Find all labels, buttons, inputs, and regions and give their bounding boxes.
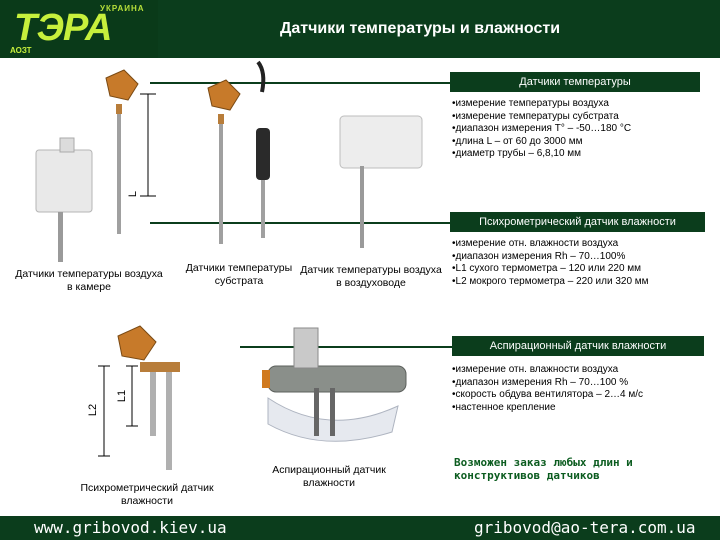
list-item: • настенное крепление: [452, 402, 714, 415]
list-item: • измерение температуры воздуха: [452, 98, 714, 111]
logo-company-type: АОЗТ: [10, 46, 32, 55]
logo-country: УКРАИНА: [100, 4, 145, 13]
caption-aspiration: Аспирационный датчик влажности: [272, 464, 386, 489]
substrate-sensor-image-2: [208, 80, 240, 244]
email-link[interactable]: gribovod@ao-tera.com.ua: [474, 518, 696, 537]
aspiration-sensor-image: [262, 328, 406, 441]
list-item: • скорость обдува вентилятора – 2…4 м/с: [452, 389, 714, 402]
list-item: • длина L – от 60 до 3000 мм: [452, 136, 714, 149]
section-title-temperature: Датчики температуры: [450, 72, 700, 92]
list-item: • измерение отн. влажности воздуха: [452, 364, 714, 377]
list-item: • диапазон измерения Rh – 70…100%: [452, 251, 714, 264]
chamber-sensor-image: [36, 138, 92, 262]
substrate-sensor-image-3: [256, 62, 270, 238]
list-item: • измерение отн. влажности воздуха: [452, 238, 714, 251]
psychrometric-specs: [452, 238, 714, 288]
list-item: • измерение температуры субстрата: [452, 111, 714, 124]
dimension-l1-l2-markers: [98, 366, 138, 456]
caption-substrate: Датчики температуры субстрата: [185, 262, 293, 287]
custom-order-note: Возможен заказ любых длин и конструктивов датчиков: [454, 456, 633, 482]
duct-sensor-image: [340, 116, 422, 248]
list-item: • диапазон измерения Т° – -50…180 °С: [452, 123, 714, 136]
list-item: • L2 мокрого термометра – 220 или 320 мм: [452, 276, 714, 289]
list-item: • диаметр трубы – 6,8,10 мм: [452, 148, 714, 161]
caption-duct: Датчик температуры воздуха в воздуховоде: [300, 264, 442, 289]
dimension-l1-label: L1: [116, 389, 129, 403]
dimension-l-marker: [140, 94, 156, 196]
section-title-aspiration: Аспирационный датчик влажности: [452, 336, 704, 356]
list-item: • диапазон измерения Rh – 70…100 %: [452, 377, 714, 390]
dimension-l-label: L: [127, 190, 140, 198]
section-title-psychrometric: Психрометрический датчик влажности: [450, 212, 705, 232]
caption-psychrometric: Психрометрический датчик влажности: [80, 482, 214, 507]
substrate-sensor-image-1: [106, 70, 138, 234]
temperature-specs: [452, 98, 714, 161]
page-title: Датчики температуры и влажности: [279, 20, 561, 37]
website-link[interactable]: www.gribovod.kiev.ua: [34, 518, 227, 537]
logo-wordmark: ТЭРА: [14, 7, 112, 49]
caption-chamber: Датчики температуры воздуха в камере: [15, 268, 163, 293]
aspiration-specs: [452, 364, 714, 414]
list-item: • L1 сухого термометра – 120 или 220 мм: [452, 263, 714, 276]
dimension-l2-label: L2: [87, 403, 100, 417]
